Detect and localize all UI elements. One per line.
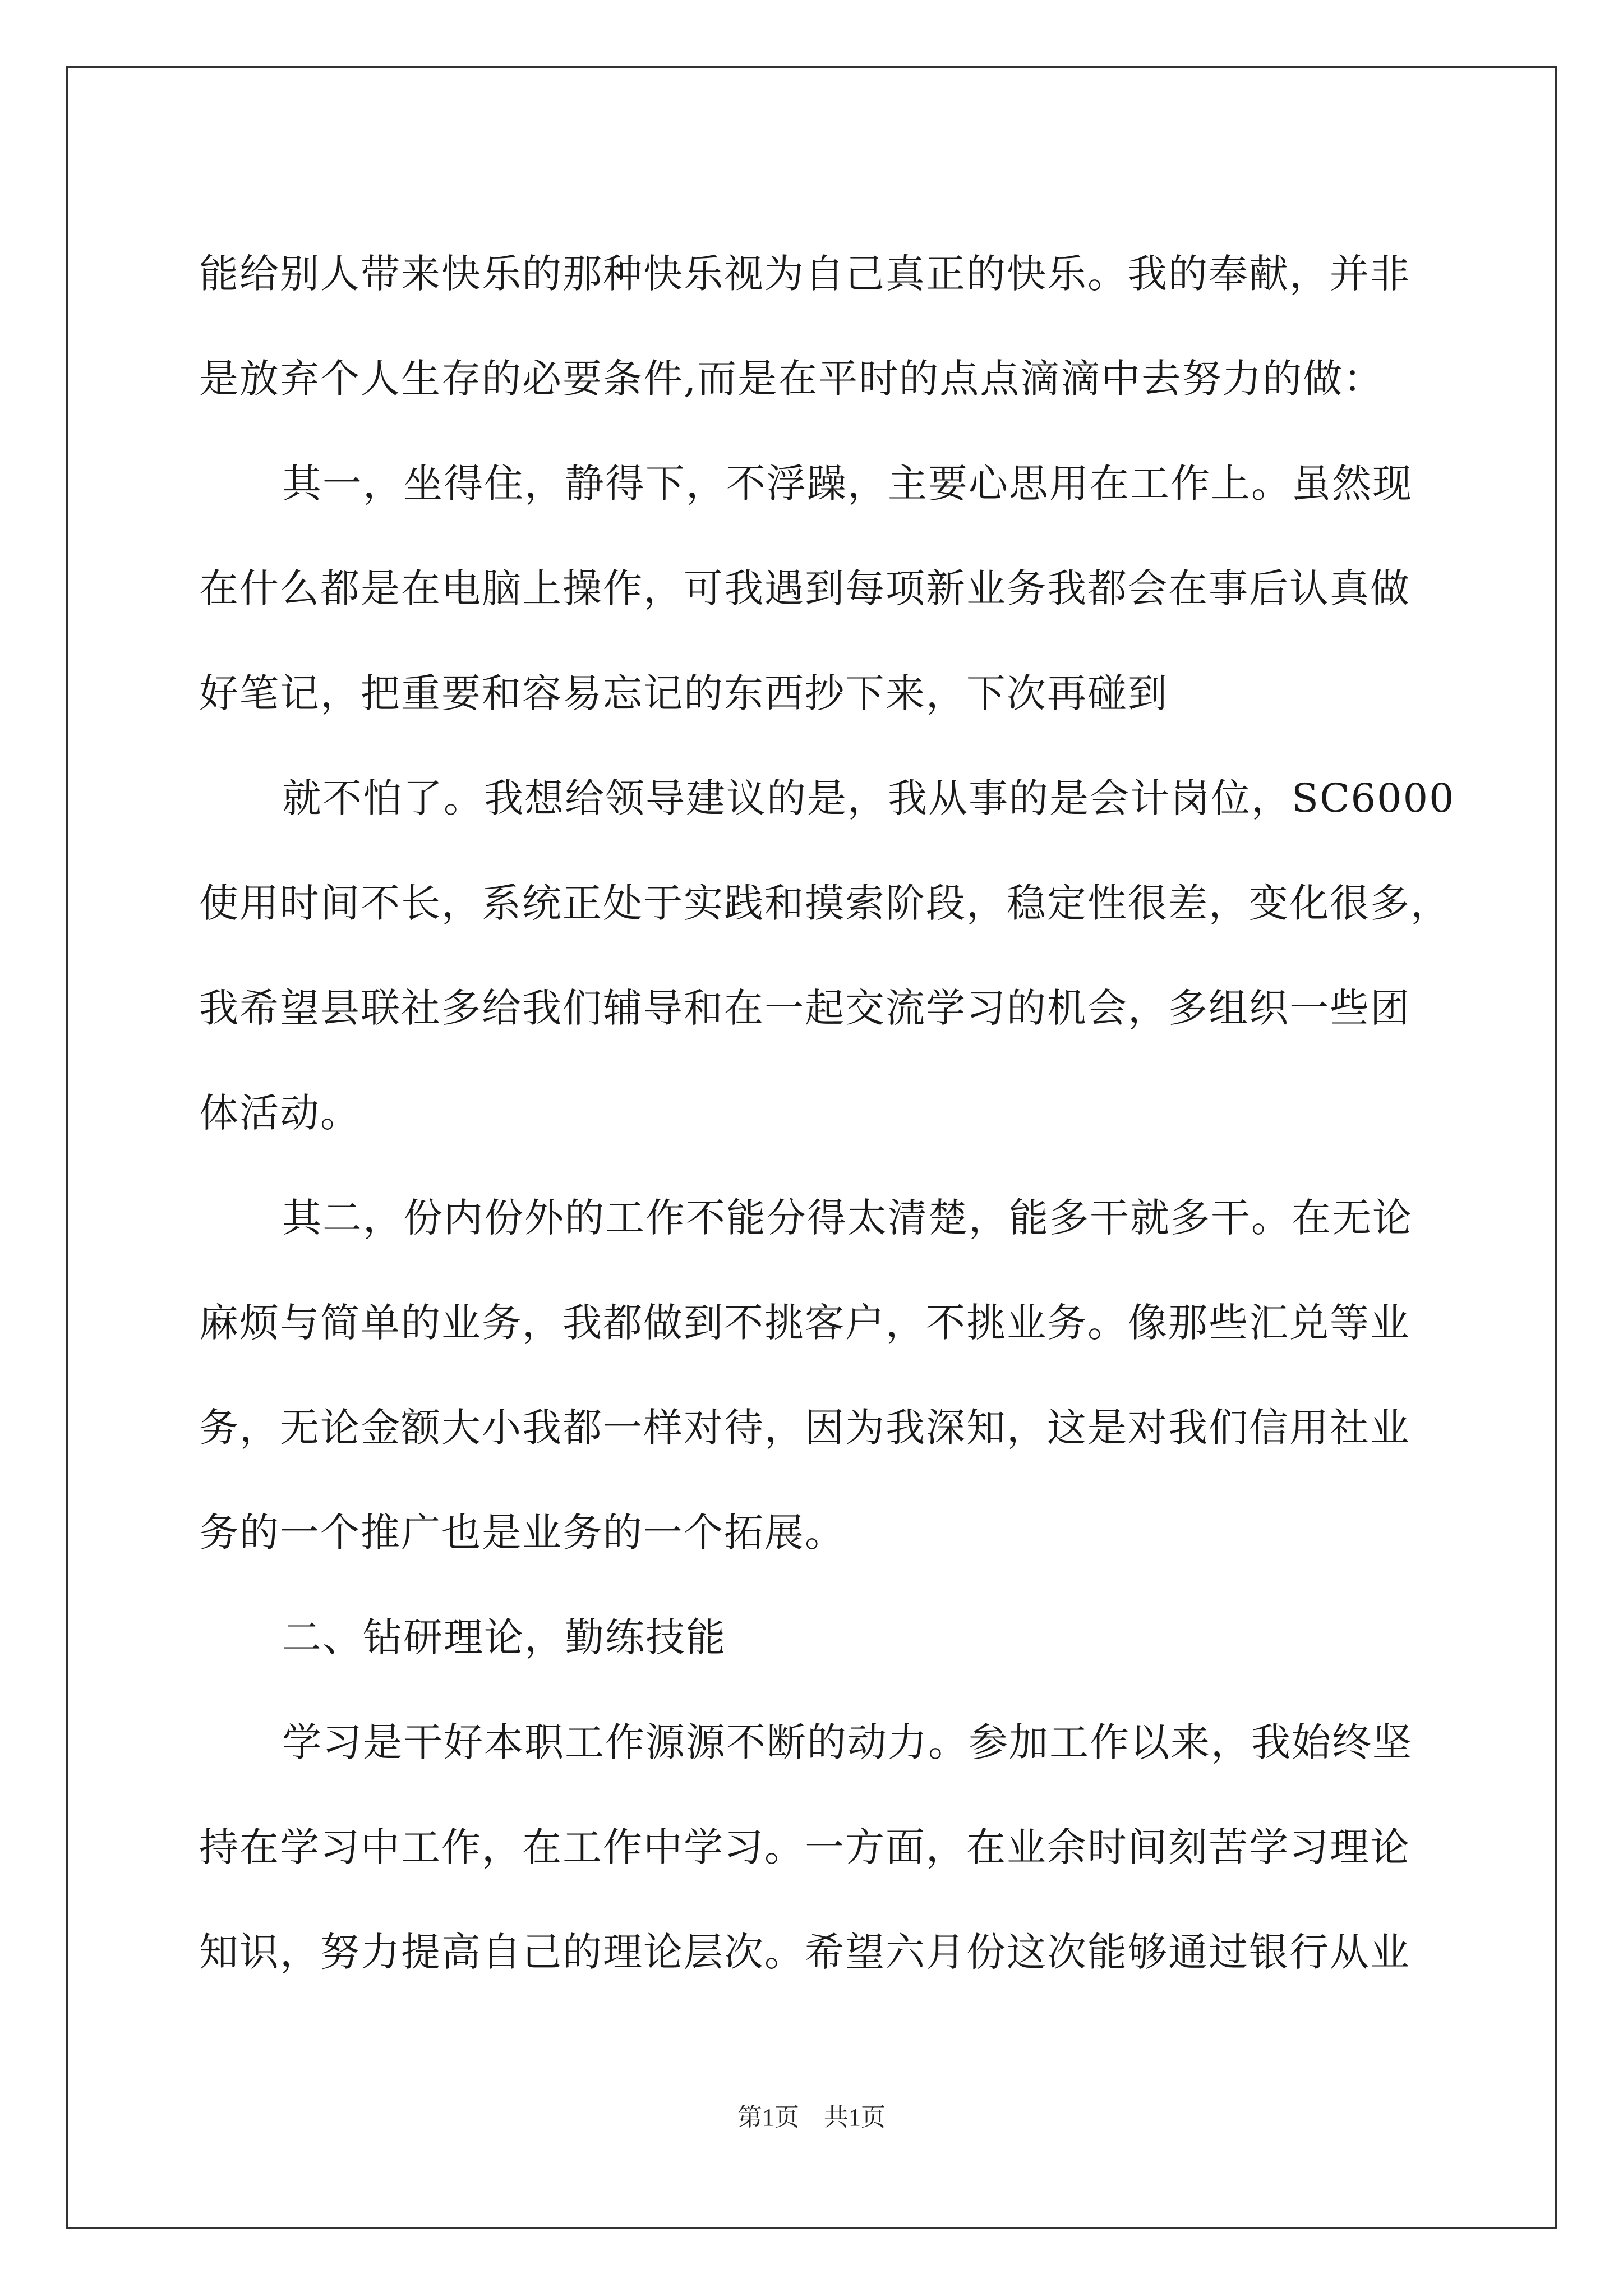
paragraph-start-line: 就不怕了。我想给领导建议的是，我从事的是会计岗位，SC6000 <box>282 775 1455 821</box>
text-line: 能给别人带来快乐的那种快乐视为自己真正的快乐。我的奉献，并非 <box>199 251 1410 297</box>
paragraph-start-line: 学习是干好本职工作源源不断的动力。参加工作以来，我始终坚 <box>282 1719 1413 1765</box>
text-line: 麻烦与简单的业务，我都做到不挑客户，不挑业务。像那些汇兑等业 <box>199 1300 1410 1346</box>
page-number: 第1页 <box>737 2104 799 2131</box>
paragraph-start-line: 其二，份内份外的工作不能分得太清楚，能多干就多干。在无论 <box>282 1195 1413 1241</box>
text-line: 务的一个推广也是业务的一个拓展。 <box>199 1510 845 1556</box>
text-line: 知识，努力提高自己的理论层次。希望六月份这次能够通过银行从业 <box>199 1929 1410 1975</box>
text-line: 我希望县联社多给我们辅导和在一起交流学习的机会，多组织一些团 <box>199 985 1410 1031</box>
text-line: 体活动。 <box>199 1090 361 1136</box>
text-line: 务，无论金额大小我都一样对待，因为我深知，这是对我们信用社业 <box>199 1405 1410 1451</box>
text-line: 持在学习中工作，在工作中学习。一方面，在业余时间刻苦学习理论 <box>199 1824 1410 1870</box>
text-line: 是放弃个人生存的必要条件,而是在平时的点点滴滴中去努力的做： <box>199 356 1384 402</box>
text-line: 好笔记，把重要和容易忘记的东西抄下来，下次再碰到 <box>199 670 1168 716</box>
text-line: 在什么都是在电脑上操作，可我遇到每项新业务我都会在事后认真做 <box>199 565 1410 611</box>
section-heading: 二、钻研理论，勤练技能 <box>282 1614 726 1660</box>
page-total: 共1页 <box>824 2104 886 2131</box>
page-footer <box>0 2101 1623 2134</box>
paragraph-start-line: 其一，坐得住，静得下，不浮躁，主要心思用在工作上。虽然现 <box>282 461 1413 507</box>
document-body <box>199 222 1455 2005</box>
text-line: 使用时间不长，系统正处于实践和摸索阶段，稳定性很差，变化很多， <box>199 880 1451 926</box>
